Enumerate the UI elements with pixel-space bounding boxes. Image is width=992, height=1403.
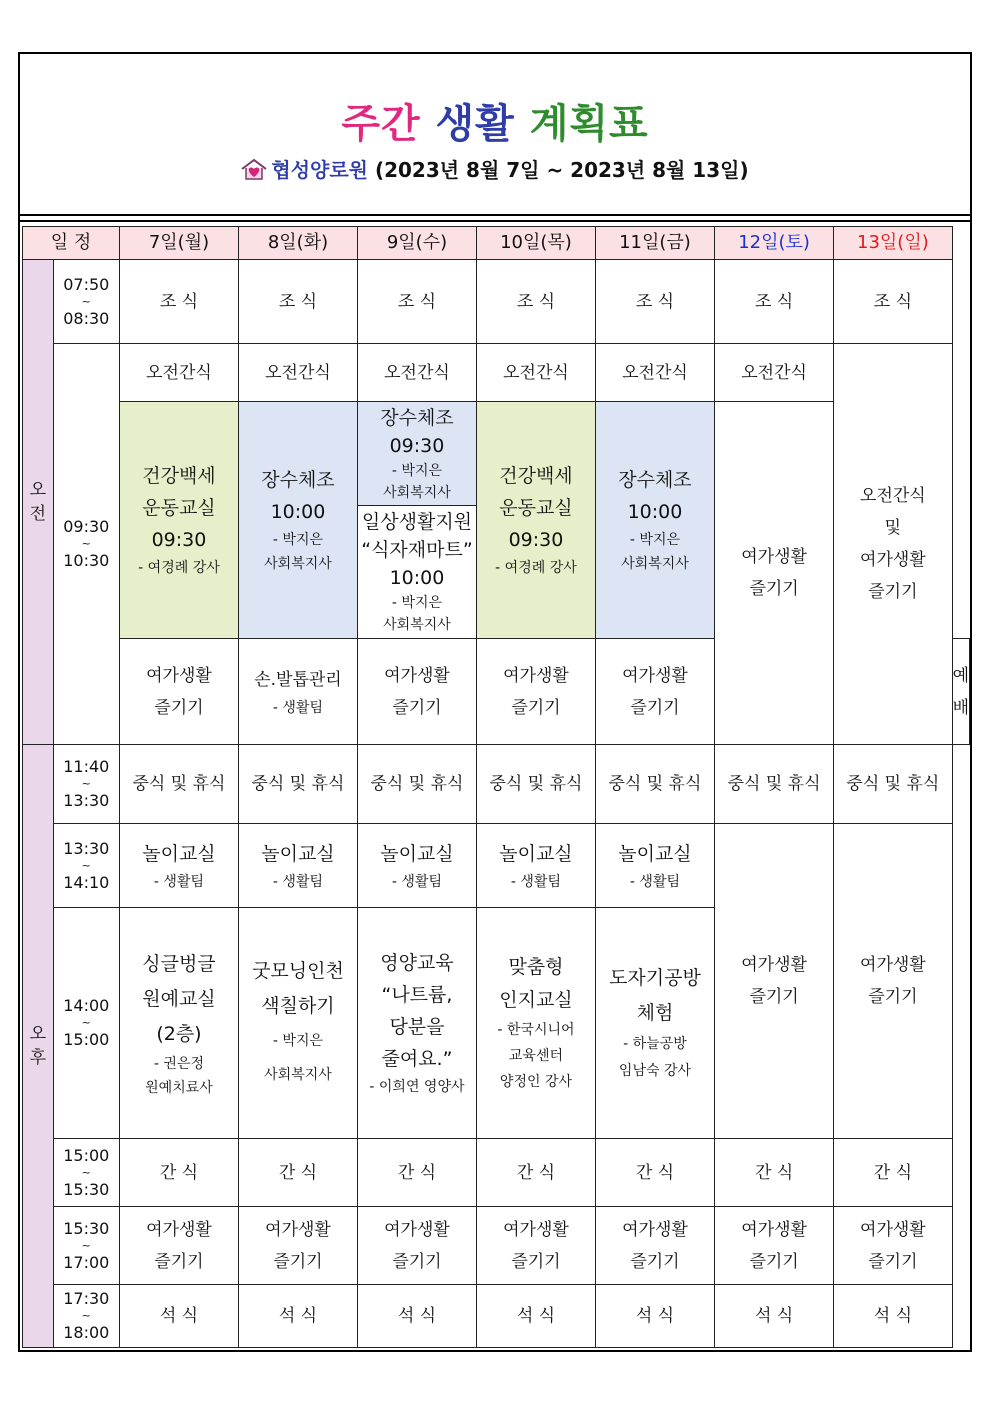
activity-cell-thu	[476, 402, 595, 639]
period-morning: 오 전	[23, 260, 54, 745]
snack-cell: 오전간식	[476, 344, 595, 402]
title-word-weekly: 주간	[341, 101, 421, 147]
schedule-header: 일 정	[23, 227, 120, 260]
heart-house-icon	[241, 158, 267, 180]
activity-title: 손.발톱관리	[254, 669, 342, 690]
sunday-morning-cell: 오전간식 및 여가생활 즐기기	[834, 344, 952, 745]
activity-note: - 여경례 강사	[495, 560, 577, 576]
table-row	[23, 344, 970, 402]
dinner-cell: 석 식	[357, 1285, 476, 1348]
day-header-sun: 13일(일)	[834, 227, 952, 260]
time-slot: 14:00 ~ 15:00	[53, 908, 119, 1139]
date-range: (2023년 8월 7일 ~ 2023년 8월 13일)	[374, 158, 749, 182]
day-header-fri: 11일(금)	[595, 227, 714, 260]
activity-title: 장수체조 09:30	[380, 406, 454, 457]
leisure-cell: 여가생활 즐기기	[834, 1207, 952, 1285]
activity-title: 장수체조 10:00	[261, 469, 335, 523]
leisure-cell: 여가생활 즐기기	[238, 1207, 357, 1285]
activity-cell-mon	[119, 402, 238, 639]
leisure-cell: 여가생활 즐기기	[357, 639, 476, 745]
leisure-cell: 여가생활 즐기기	[357, 1207, 476, 1285]
snack-cell: 오전간식	[357, 344, 476, 402]
play-cell: 놀이교실 - 생활팀	[595, 824, 714, 908]
dinner-cell: 석 식	[714, 1285, 833, 1348]
dinner-cell: 석 식	[476, 1285, 595, 1348]
dinner-cell: 석 식	[119, 1285, 238, 1348]
activity-cell-tue	[238, 402, 357, 639]
breakfast-cell: 조 식	[476, 260, 595, 344]
activity-note: - 박지은 사회복지사	[383, 595, 451, 633]
leisure-cell: 여가생활 즐기기	[476, 639, 595, 745]
leisure-cell-sat: 여가생활 즐기기	[714, 824, 833, 1139]
snack-cell: 오전간식	[714, 344, 833, 402]
header-row	[23, 227, 970, 260]
lunch-cell: 중식 및 휴식	[357, 745, 476, 824]
breakfast-cell: 조 식	[357, 260, 476, 344]
program-cell-wed: 영양교육 “나트륨, 당분을 줄여요.” - 이희연 영양사	[357, 908, 476, 1139]
snack-cell: 오전간식	[595, 344, 714, 402]
lunch-cell: 중식 및 휴식	[238, 745, 357, 824]
title-word-life: 생활	[435, 101, 515, 147]
breakfast-cell: 조 식	[834, 260, 952, 344]
worship-cell: 예배	[952, 639, 969, 745]
activity-note: - 박지은 사회복지사	[264, 532, 332, 572]
page-title	[20, 92, 970, 149]
breakfast-cell: 조 식	[595, 260, 714, 344]
activity-cell-wed-2	[357, 506, 476, 639]
breakfast-cell: 조 식	[119, 260, 238, 344]
dinner-cell: 석 식	[238, 1285, 357, 1348]
time-slot: 09:30 ~ 10:30	[53, 344, 119, 745]
table-row	[23, 1285, 970, 1348]
day-header-wed: 9일(수)	[357, 227, 476, 260]
breakfast-cell: 조 식	[714, 260, 833, 344]
dinner-cell: 석 식	[834, 1285, 952, 1348]
day-header-tue: 8일(화)	[238, 227, 357, 260]
lunch-cell: 중식 및 휴식	[119, 745, 238, 824]
time-slot: 13:30 ~ 14:10	[53, 824, 119, 908]
header-divider-bottom	[20, 220, 970, 222]
time-slot: 11:40 ~ 13:30	[53, 745, 119, 824]
program-cell-thu: 맞춤형 인지교실 - 한국시니어 교육센터 양정인 강사	[476, 908, 595, 1139]
program-cell-mon: 싱글벙글 원예교실 (2층) - 권은정 원예치료사	[119, 908, 238, 1139]
lunch-cell: 중식 및 휴식	[476, 745, 595, 824]
day-header-thu: 10일(목)	[476, 227, 595, 260]
lunch-cell: 중식 및 휴식	[595, 745, 714, 824]
activity-note: - 박지은 사회복지사	[621, 532, 689, 572]
activity-cell-fri	[595, 402, 714, 639]
program-cell-tue: 굿모닝인천 색칠하기 - 박지은 사회복지사	[238, 908, 357, 1139]
time-slot: 07:50 ~ 08:30	[53, 260, 119, 344]
title-word-plan: 계획표	[529, 101, 649, 147]
breakfast-cell: 조 식	[238, 260, 357, 344]
day-header-mon: 7일(월)	[119, 227, 238, 260]
activity-note: - 생활팀	[272, 699, 323, 716]
snack-cell: 간 식	[119, 1139, 238, 1207]
leisure-cell-sun: 여가생활 즐기기	[834, 824, 952, 1139]
table-row	[23, 1139, 970, 1207]
play-cell: 놀이교실 - 생활팀	[357, 824, 476, 908]
table-row	[23, 824, 970, 908]
snack-cell: 간 식	[476, 1139, 595, 1207]
manicure-cell	[238, 639, 357, 745]
period-afternoon: 오 후	[23, 745, 54, 1348]
leisure-cell: 여가생활 즐기기	[119, 639, 238, 745]
time-slot: 15:30 ~ 17:00	[53, 1207, 119, 1285]
time-slot: 17:30 ~ 18:00	[53, 1285, 119, 1348]
dinner-cell: 석 식	[595, 1285, 714, 1348]
schedule-table	[22, 226, 970, 1348]
snack-cell: 간 식	[357, 1139, 476, 1207]
lunch-cell: 중식 및 휴식	[714, 745, 833, 824]
table-row	[23, 1207, 970, 1285]
snack-cell: 간 식	[714, 1139, 833, 1207]
activity-title: 일상생활지원 “식자재마트” 10:00	[361, 511, 473, 589]
time-slot: 15:00 ~ 15:30	[53, 1139, 119, 1207]
leisure-cell: 여가생활 즐기기	[476, 1207, 595, 1285]
snack-cell: 오전간식	[119, 344, 238, 402]
subtitle	[20, 154, 970, 183]
snack-cell: 간 식	[238, 1139, 357, 1207]
header-divider-top	[20, 214, 970, 216]
org-name: 협성양로원	[271, 158, 368, 182]
activity-note: - 여경례 강사	[138, 560, 220, 576]
table-row	[23, 260, 970, 344]
schedule-sheet	[18, 52, 972, 1352]
snack-cell: 간 식	[834, 1139, 952, 1207]
play-cell: 놀이교실 - 생활팀	[238, 824, 357, 908]
activity-title: 건강백세 운동교실 09:30	[142, 465, 216, 551]
program-cell-fri: 도자기공방 체험 - 하늘공방 임남숙 강사	[595, 908, 714, 1139]
table-row	[23, 402, 970, 506]
document-header	[20, 54, 970, 217]
snack-cell: 오전간식	[238, 344, 357, 402]
lunch-cell: 중식 및 휴식	[834, 745, 952, 824]
leisure-cell: 여가생활 즐기기	[595, 639, 714, 745]
snack-cell: 간 식	[595, 1139, 714, 1207]
day-header-sat: 12일(토)	[714, 227, 833, 260]
leisure-cell: 여가생활 즐기기	[714, 1207, 833, 1285]
activity-title: 장수체조 10:00	[618, 469, 692, 523]
activity-cell-wed-1	[357, 402, 476, 506]
activity-cell-sat: 여가생활 즐기기	[714, 402, 833, 745]
leisure-cell: 여가생활 즐기기	[119, 1207, 238, 1285]
play-cell: 놀이교실 - 생활팀	[119, 824, 238, 908]
leisure-cell: 여가생활 즐기기	[595, 1207, 714, 1285]
activity-title: 건강백세 운동교실 09:30	[499, 465, 573, 551]
table-row	[23, 745, 970, 824]
activity-note: - 박지은 사회복지사	[383, 462, 451, 501]
play-cell: 놀이교실 - 생활팀	[476, 824, 595, 908]
